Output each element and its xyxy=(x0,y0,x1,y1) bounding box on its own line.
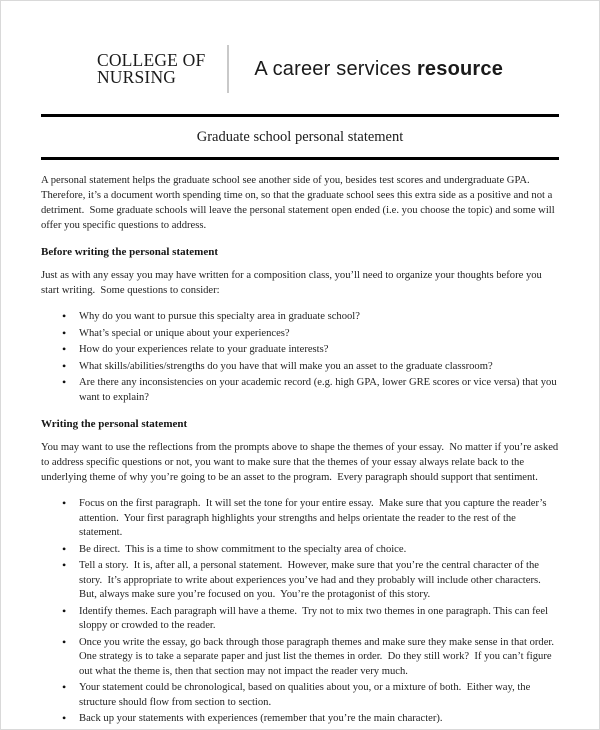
bullet-list xyxy=(41,497,559,727)
section-before-writing xyxy=(41,246,559,405)
title-rule-bottom xyxy=(41,157,559,160)
header-vertical-divider xyxy=(227,45,229,93)
masthead xyxy=(41,45,559,93)
college-of-nursing-logo xyxy=(97,52,205,86)
section-heading: Before writing the personal statement xyxy=(41,246,218,258)
section-heading: Writing the personal statement xyxy=(41,418,188,430)
list-item: • Your statement could be chronological, based on qualities about you, or a mixture of both. Either way, the structure should flow from section to section. xyxy=(41,681,559,710)
tagline xyxy=(254,58,503,81)
list-item: • How do your experiences relate to your graduate interests? xyxy=(41,343,559,358)
title-rule-top xyxy=(41,114,559,117)
section-paragraph: Just as with any essay you may have written for a composition class, you’ll need to organize your thoughts before you start writing. Some questions to consider: xyxy=(41,270,545,296)
list-item: • Identify themes. Each paragraph will have a theme. Try not to mix two themes in one paragraph. This can feel sloppy or crowded to the reader. xyxy=(41,605,559,634)
logo-line1: COLLEGE OF xyxy=(96,50,206,70)
bullet-list xyxy=(41,310,559,405)
list-item: • Back up your statements with experiences (remember that you’re the main character). xyxy=(41,712,559,727)
list-item: • Are there any inconsistencies on your academic record (e.g. high GPA, lower GRE scores or vice versa) that you want to explain? xyxy=(41,376,559,405)
tagline-bold: resource xyxy=(416,57,504,80)
page-title: Graduate school personal statement xyxy=(196,129,404,145)
section-writing xyxy=(41,418,559,727)
logo-line2: NURSING xyxy=(96,67,177,87)
intro-paragraph: A personal statement helps the graduate school see another side of you, besides test scores and undergraduate GPA. Therefore, it’s a document worth spending time on, so that the graduate school sees this extra side as a positive and not a detriment. Some graduate schools will leave the personal statement open ended (i.e. you choose the topic) and some will offer you specific questions to address. xyxy=(41,175,558,231)
list-item: • Once you write the essay, go back through those paragraph themes and make sure they make sense in that order. One strategy is to take a separate paper and just list the themes in order. Do they still work? If you can’t figure out what the theme is, then that section may not impact the reader very much. xyxy=(41,636,559,680)
list-item: • Tell a story. It is, after all, a personal statement. However, make sure that you’re the central character of the story. It’s appropriate to write about experiences you’ve had and they probably will include other characters. But, always make sure you’re focused on you. You’re the protagonist of this story. xyxy=(41,559,559,603)
tagline-regular: A career services xyxy=(254,57,417,80)
list-item: • What skills/abilities/strengths do you have that will make you an asset to the graduate classroom? xyxy=(41,360,559,375)
list-item: • Focus on the first paragraph. It will set the tone for your entire essay. Make sure that you capture the reader’s attention. Your first paragraph highlights your strengths and helps orientate the reader to the rest of the statement. xyxy=(41,497,559,541)
list-item: • Why do you want to pursue this specialty area in graduate school? xyxy=(41,310,559,325)
section-paragraph: You may want to use the reflections from the prompts above to shape the themes of your essay. No matter if you’re asked to address specific questions or not, you want to make sure that the themes of your essay always relate back to the underlying theme of why you’re going to be an asset to the program. Every paragraph should support that sentiment. xyxy=(41,442,561,483)
list-item: • What’s special or unique about your experiences? xyxy=(41,327,559,342)
list-item: • Be direct. This is a time to show commitment to the specialty area of choice. xyxy=(41,543,559,558)
